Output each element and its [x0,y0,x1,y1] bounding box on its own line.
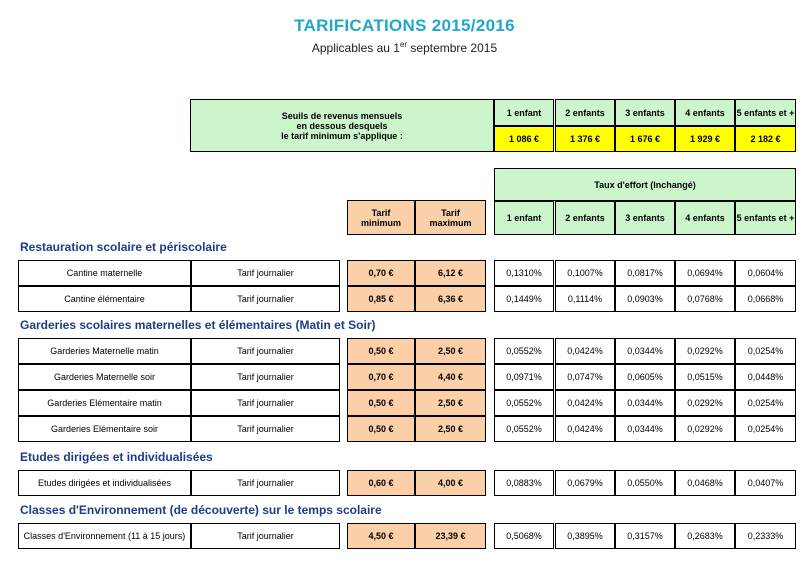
row-effort-rate-5: 0,0254% [735,390,796,416]
subtitle-suffix: septembre 2015 [407,41,498,55]
threshold-column-header-4: 4 enfants [675,99,735,126]
row-tariff-type: Tarif journalier [191,364,340,390]
row-effort-rate-3: 0,0605% [615,364,675,390]
row-effort-rate-3: 0,3157% [615,523,675,549]
page-title: TARIFICATIONS 2015/2016 [294,16,515,35]
row-effort-rate-1: 0,0552% [494,338,554,364]
row-effort-rate-5: 0,0668% [735,286,796,312]
subtitle-prefix: Applicables au 1 [311,41,400,55]
row-tarif-min: 0,70 € [347,260,415,286]
row-label: Garderies Maternelle matin [18,338,191,364]
row-effort-rate-4: 0,2683% [675,523,735,549]
row-effort-rate-5: 0,0407% [735,470,796,496]
tarif-max-header: Tarif maximum [415,200,486,235]
section-title: Garderies scolaires maternelles et élémentaires (Matin et Soir) [20,318,376,332]
row-effort-rate-4: 0,0292% [675,338,735,364]
row-label: Garderies Maternelle soir [18,364,191,390]
row-tarif-max: 6,36 € [415,286,486,312]
row-tarif-max: 2,50 € [415,416,486,442]
tarif-min-header: Tarif minimum [347,200,415,235]
threshold-label: Seuils de revenus mensuels en dessous desquels le tarif minimum s'applique : [190,99,494,152]
row-label: Etudes dirigées et individualisées [18,470,191,496]
row-effort-rate-5: 0,2333% [735,523,796,549]
row-tarif-max: 4,00 € [415,470,486,496]
row-tariff-type: Tarif journalier [191,390,340,416]
row-tarif-max: 2,50 € [415,390,486,416]
row-effort-rate-1: 0,0883% [494,470,554,496]
row-effort-rate-2: 0,1114% [555,286,615,312]
threshold-value-5: 2 182 € [735,126,796,152]
section-title: Etudes dirigées et individualisées [20,450,213,464]
row-tarif-min: 0,50 € [347,416,415,442]
threshold-column-header-5: 5 enfants et + [735,99,796,126]
row-effort-rate-1: 0,0552% [494,416,554,442]
effort-column-header-5: 5 enfants et + [735,201,796,235]
row-tariff-type: Tarif journalier [191,286,340,312]
row-tarif-max: 6,12 € [415,260,486,286]
row-tarif-min: 0,70 € [347,364,415,390]
row-effort-rate-3: 0,0817% [615,260,675,286]
threshold-value-2: 1 376 € [555,126,615,152]
row-tariff-type: Tarif journalier [191,416,340,442]
section-title: Restauration scolaire et périscolaire [20,240,227,254]
row-effort-rate-2: 0,0424% [555,390,615,416]
row-tariff-type: Tarif journalier [191,470,340,496]
row-effort-rate-1: 0,0971% [494,364,554,390]
row-tarif-min: 0,60 € [347,470,415,496]
row-tarif-min: 0,85 € [347,286,415,312]
threshold-column-header-2: 2 enfants [555,99,615,126]
row-effort-rate-2: 0,3895% [555,523,615,549]
row-label: Cantine élémentaire [18,286,191,312]
row-effort-rate-2: 0,1007% [555,260,615,286]
row-effort-rate-3: 0,0903% [615,286,675,312]
row-label: Garderies Elémentaire matin [18,390,191,416]
row-effort-rate-5: 0,0254% [735,416,796,442]
row-effort-rate-2: 0,0747% [555,364,615,390]
effort-title: Taux d'effort (Inchangé) [494,168,796,201]
row-tarif-min: 4,50 € [347,523,415,549]
row-effort-rate-1: 0,1449% [494,286,554,312]
threshold-value-3: 1 676 € [615,126,675,152]
row-effort-rate-4: 0,0468% [675,470,735,496]
row-tarif-max: 2,50 € [415,338,486,364]
page-subtitle [0,40,809,55]
row-effort-rate-1: 0,5068% [494,523,554,549]
row-effort-rate-4: 0,0768% [675,286,735,312]
section-title: Classes d'Environnement (de découverte) sur le temps scolaire [20,503,382,517]
row-effort-rate-5: 0,0448% [735,364,796,390]
row-effort-rate-1: 0,1310% [494,260,554,286]
row-label: Cantine maternelle [18,260,191,286]
row-effort-rate-4: 0,0515% [675,364,735,390]
row-tariff-type: Tarif journalier [191,523,340,549]
row-effort-rate-5: 0,0254% [735,338,796,364]
row-tarif-max: 4,40 € [415,364,486,390]
row-effort-rate-3: 0,0344% [615,390,675,416]
threshold-column-header-3: 3 enfants [615,99,675,126]
row-effort-rate-3: 0,0344% [615,416,675,442]
row-tariff-type: Tarif journalier [191,260,340,286]
row-effort-rate-1: 0,0552% [494,390,554,416]
row-label: Classes d'Environnement (11 à 15 jours) [18,523,191,549]
row-tarif-min: 0,50 € [347,390,415,416]
row-tarif-max: 23,39 € [415,523,486,549]
row-effort-rate-4: 0,0292% [675,390,735,416]
row-effort-rate-3: 0,0344% [615,338,675,364]
row-label: Garderies Elémentaire soir [18,416,191,442]
row-effort-rate-2: 0,0424% [555,338,615,364]
row-effort-rate-2: 0,0424% [555,416,615,442]
row-effort-rate-5: 0,0604% [735,260,796,286]
row-effort-rate-3: 0,0550% [615,470,675,496]
effort-column-header-1: 1 enfant [494,201,554,235]
effort-column-header-2: 2 enfants [555,201,615,235]
row-effort-rate-2: 0,0679% [555,470,615,496]
threshold-value-4: 1 929 € [675,126,735,152]
threshold-column-header-1: 1 enfant [494,99,554,126]
row-effort-rate-4: 0,0292% [675,416,735,442]
row-tarif-min: 0,50 € [347,338,415,364]
effort-column-header-3: 3 enfants [615,201,675,235]
row-tariff-type: Tarif journalier [191,338,340,364]
effort-column-header-4: 4 enfants [675,201,735,235]
subtitle-superscript: er [399,40,408,49]
row-effort-rate-4: 0,0694% [675,260,735,286]
threshold-value-1: 1 086 € [494,126,554,152]
